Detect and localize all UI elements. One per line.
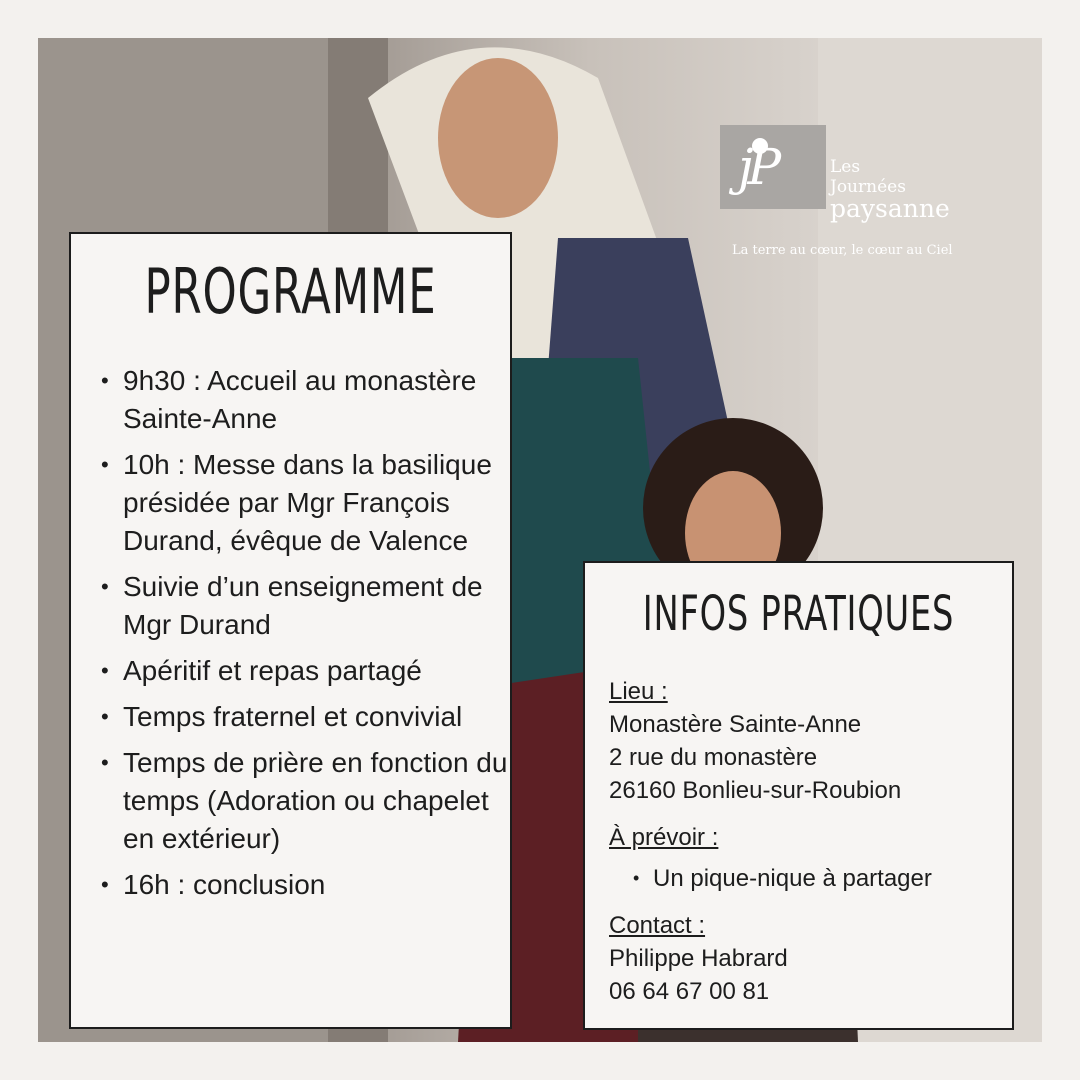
logo-line-3: paysanne bbox=[830, 194, 950, 223]
face-anne bbox=[438, 58, 558, 218]
logo-tagline: La terre au cœur, le cœur au Ciel bbox=[732, 243, 953, 258]
programme-item: • Suivie d’un enseignement de Mgr Durand bbox=[101, 568, 510, 644]
prevoir-list bbox=[609, 862, 1012, 895]
infos-card bbox=[583, 561, 1014, 1030]
logo-line-1: Les bbox=[830, 157, 861, 177]
lieu-label: Lieu : bbox=[609, 678, 668, 705]
lieu-line: 26160 Bonlieu-sur-Roubion bbox=[609, 777, 902, 804]
logo-line-2: Journées bbox=[830, 177, 906, 197]
logo-monogram: jP bbox=[738, 138, 776, 196]
logo-text bbox=[830, 157, 950, 221]
prevoir-item: • Un pique-nique à partager bbox=[633, 862, 1012, 895]
programme-item: • 10h : Messe dans la basilique présidée par Mgr François Durand, évêque de Valence bbox=[101, 446, 510, 560]
lieu-line: 2 rue du monastère bbox=[609, 744, 818, 771]
programme-item: • 16h : conclusion bbox=[101, 866, 510, 904]
contact-name: Philippe Habrard bbox=[609, 945, 788, 972]
programme-card bbox=[69, 232, 512, 1029]
contact-phone: 06 64 67 00 81 bbox=[609, 978, 770, 1005]
programme-item: • Temps de prière en fonction du temps (Adoration ou chapelet en extérieur) bbox=[101, 744, 510, 858]
lieu-line: Monastère Sainte-Anne bbox=[609, 711, 862, 738]
contact-label: Contact : bbox=[609, 912, 706, 939]
programme-title: PROGRAMME bbox=[144, 255, 437, 328]
infos-body bbox=[585, 643, 1012, 1008]
programme-item: • 9h30 : Accueil au monastère Sainte-Anne bbox=[101, 362, 510, 438]
programme-list bbox=[71, 362, 510, 904]
infos-title: INFOS PRATIQUES bbox=[642, 586, 955, 642]
programme-item: • Temps fraternel et convivial bbox=[101, 698, 510, 736]
programme-item: • Apéritif et repas partagé bbox=[101, 652, 510, 690]
prevoir-label: À prévoir : bbox=[609, 824, 719, 851]
